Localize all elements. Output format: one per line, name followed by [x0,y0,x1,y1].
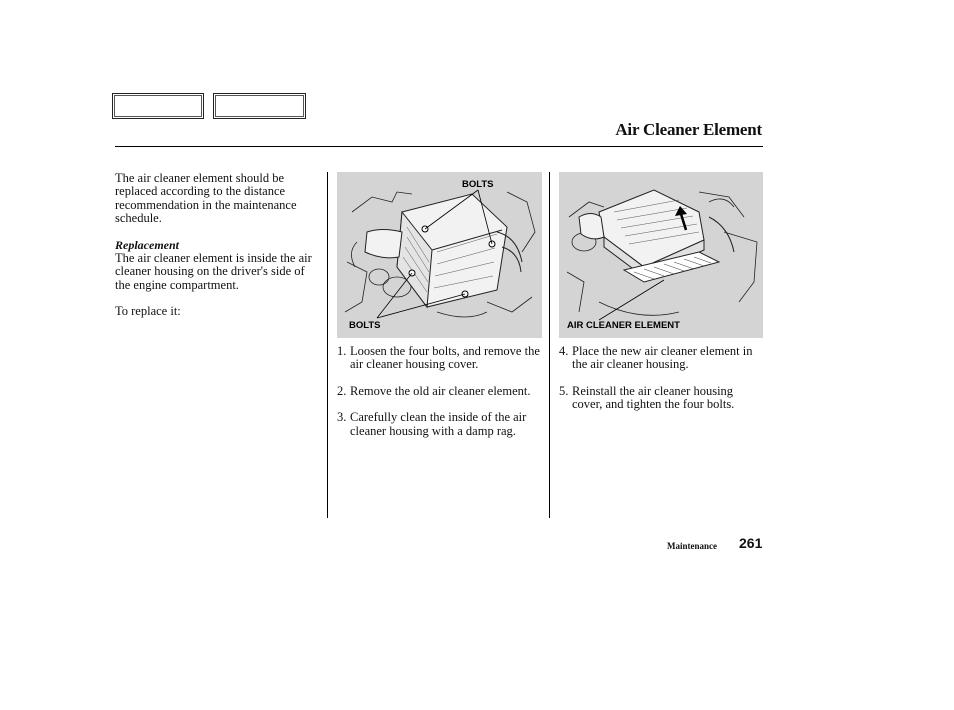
label-bolts-top: BOLTS [462,179,494,190]
page-title: Air Cleaner Element [615,120,762,139]
step-number: 5. [559,383,569,398]
column-divider-left [327,172,328,518]
step-number: 3. [337,410,347,425]
nav-button-main-menu[interactable] [112,93,204,119]
step-item [559,385,763,412]
title-rule [115,146,763,147]
label-air-cleaner-element: AIR CLEANER ELEMENT [567,320,680,331]
to-replace-paragraph: To replace it: [115,304,181,319]
step-number: 4. [559,344,569,358]
label-bolts-bottom: BOLTS [349,320,381,331]
step-item [559,345,763,372]
step-number: 1. [337,344,347,358]
step-item [337,345,542,372]
housing-bolts-illustration [337,172,542,338]
step-text: Carefully clean the inside of the air cleaner housing with a damp rag. [350,410,527,438]
figure-air-cleaner-element [559,172,763,338]
step-text: Reinstall the air cleaner housing cover, and tighten the four bolts. [572,383,735,412]
step-item [337,411,542,438]
intro-paragraph: The air cleaner element should be replaced according to the distance recommendation in the maintenance schedule. [115,171,297,226]
figure-housing-bolts [337,172,542,338]
footer-section-name: Maintenance [667,541,717,551]
location-paragraph: The air cleaner element is inside the air cleaner housing on the driver's side of the engine compartment. [115,251,312,292]
column-divider-right [549,172,550,518]
replacement-subhead: Replacement [115,237,179,252]
intro-column [115,172,320,332]
step-number: 2. [337,383,347,398]
step-item [337,385,542,398]
page-number: 261 [739,535,763,551]
steps-right-column [559,345,763,425]
steps-left-column [337,345,542,451]
air-cleaner-element-illustration [559,172,763,338]
step-text: Loosen the four bolts, and remove the air cleaner housing cover. [350,344,540,372]
nav-button-index[interactable] [213,93,306,119]
step-text: Place the new air cleaner element in the air cleaner housing. [572,344,753,372]
step-text: Remove the old air cleaner element. [350,383,531,398]
